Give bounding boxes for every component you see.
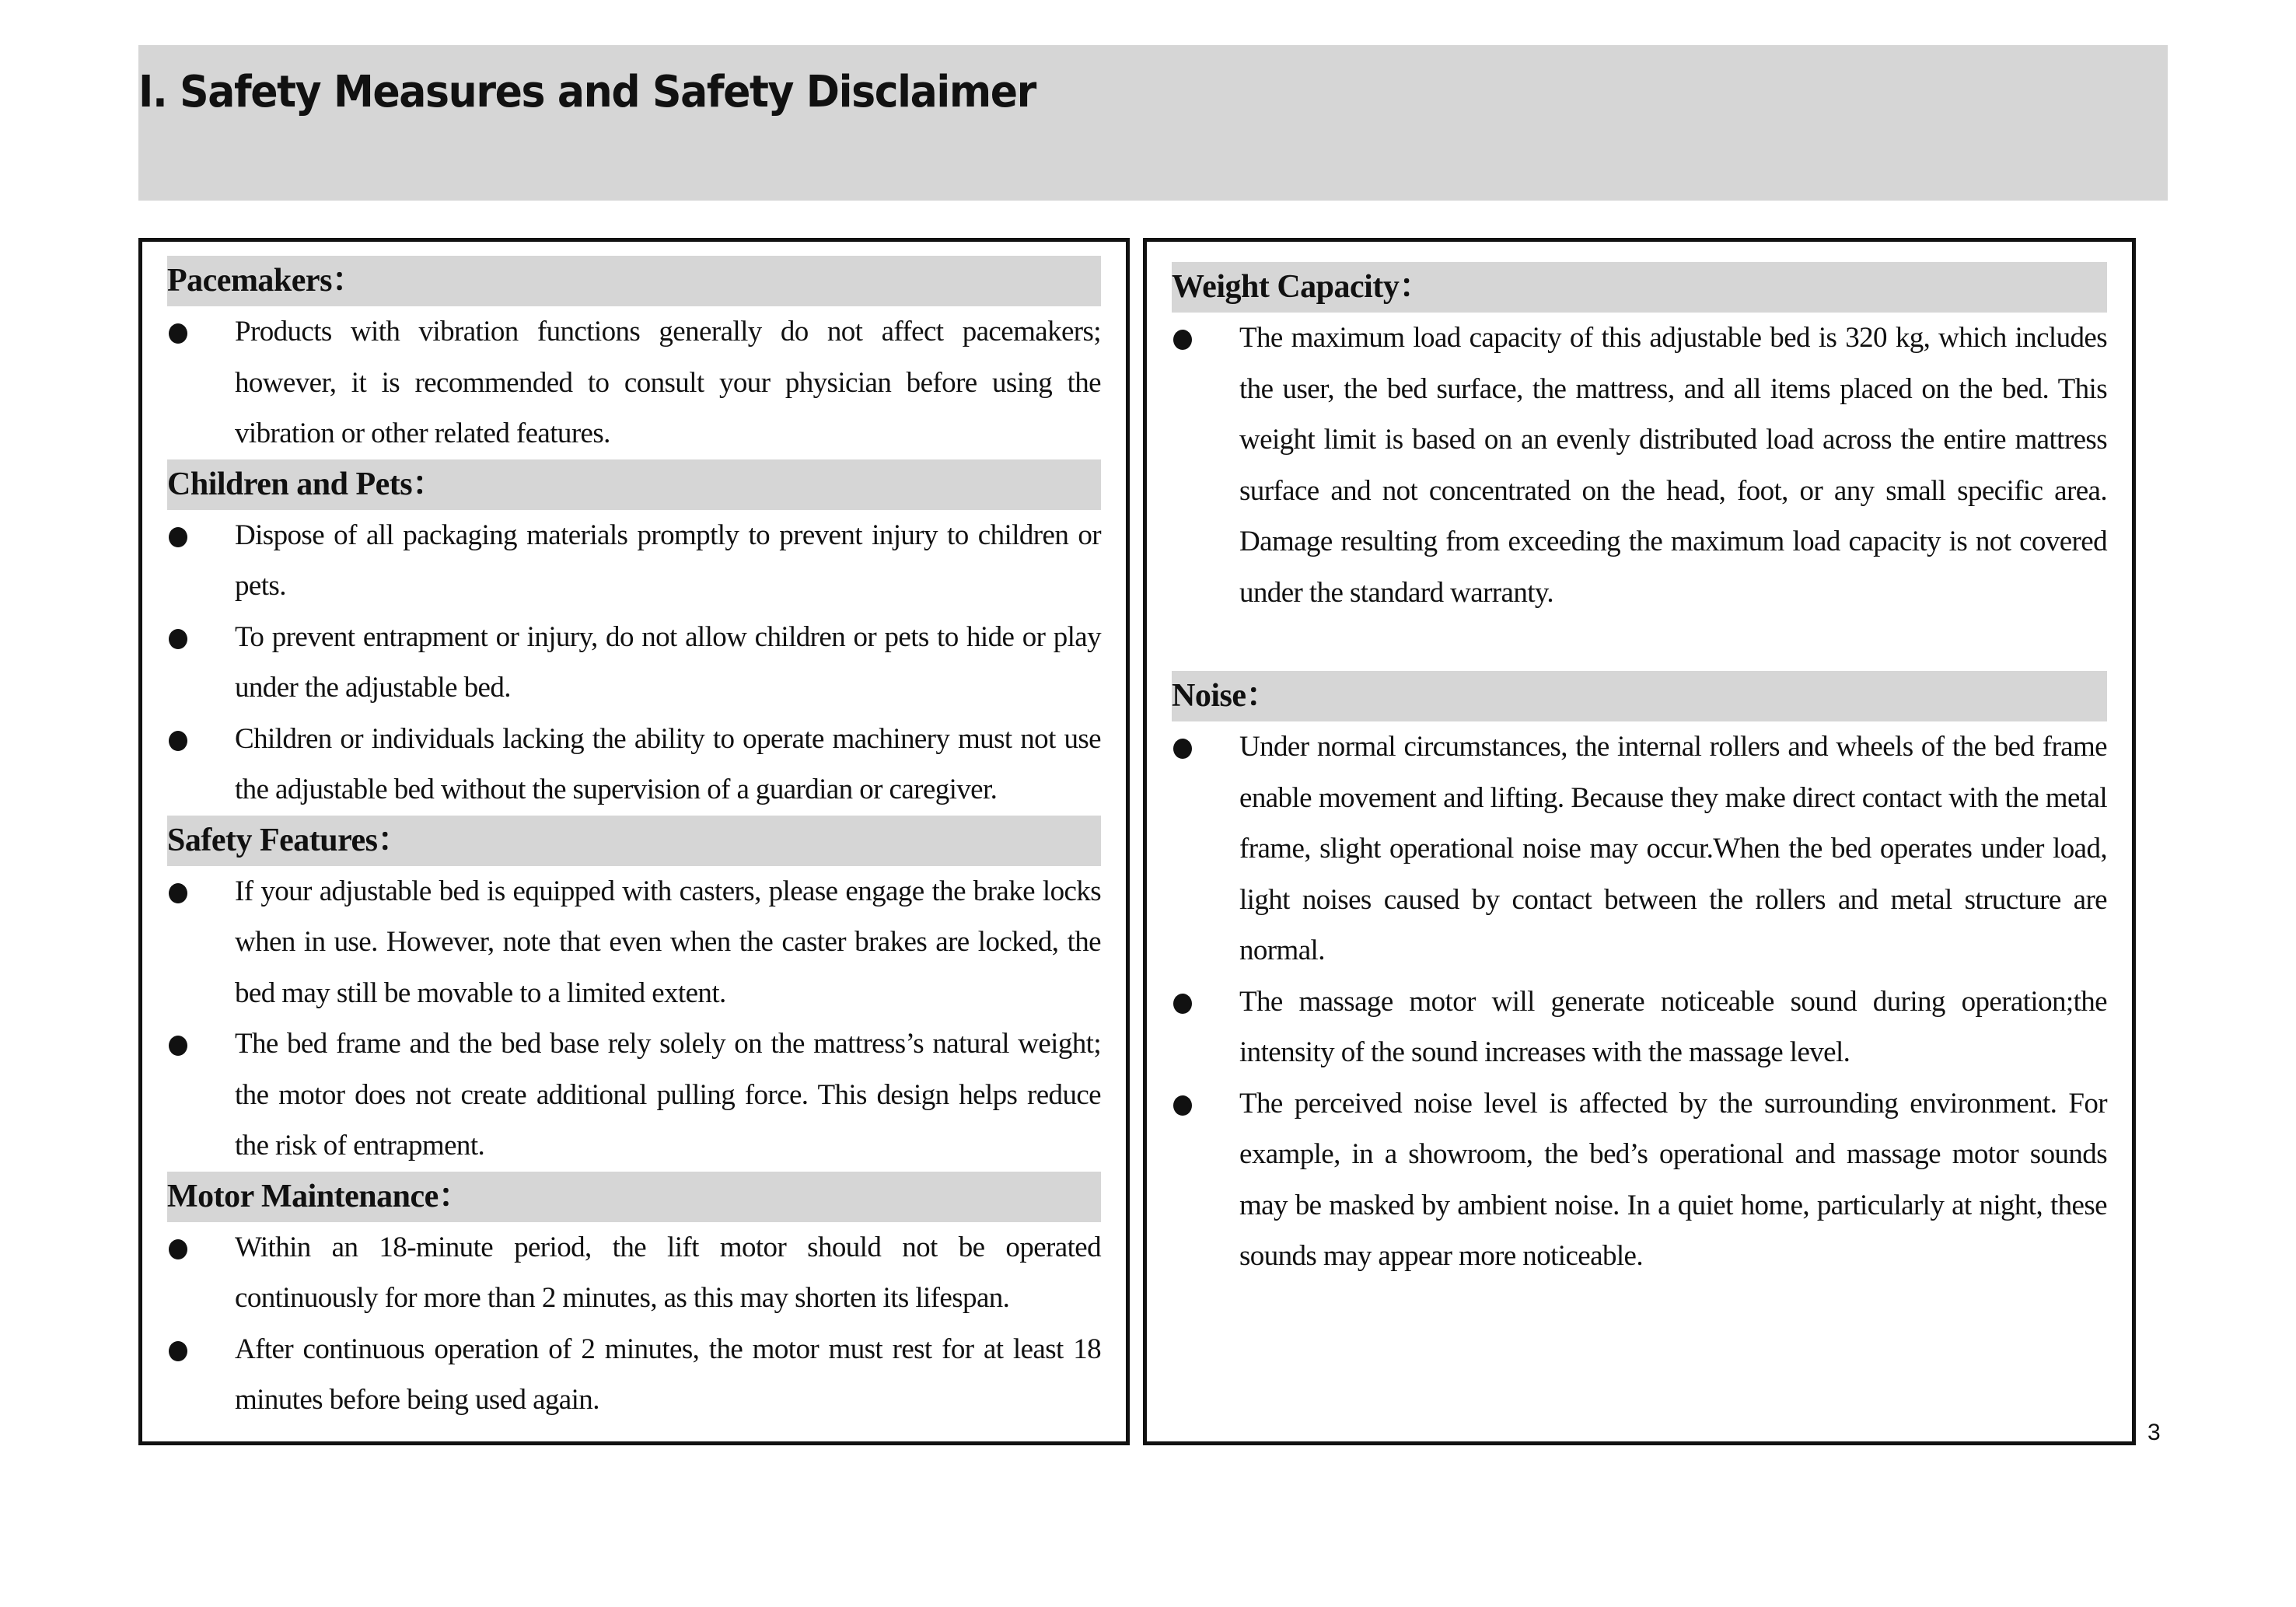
bullet-text: The perceived noise level is affected by the surrounding environment. For example, in a showroom, the bed’s operational and massage motor sounds may be masked by ambient noise. In a quiet home, particularly at night, these sounds may appear more noticeable.	[1239, 1087, 2107, 1272]
list-item	[167, 866, 1101, 1019]
list-item	[1172, 976, 2107, 1078]
spacer	[1172, 618, 2107, 671]
page-number: 3	[2147, 1420, 2161, 1445]
section-heading: Pacemakers：	[167, 256, 1101, 306]
list-item	[167, 1222, 1101, 1324]
section-heading: Safety Features：	[167, 816, 1101, 866]
bullet-icon	[1173, 1095, 1192, 1116]
bullet-icon	[1173, 994, 1192, 1014]
right-panel	[1143, 238, 2136, 1445]
section-children-and-pets	[167, 459, 1101, 816]
list-item	[167, 1018, 1101, 1172]
bullet-icon	[169, 1239, 187, 1259]
bullet-icon	[169, 323, 187, 344]
title-band	[138, 45, 2168, 201]
list-item	[167, 612, 1101, 714]
bullet-text: Children or individuals lacking the ability to operate machinery must not use the adjustable bed without the supervision of a guardian or caregiver.	[235, 722, 1101, 805]
section-pacemakers	[167, 256, 1101, 459]
bullet-text: Products with vibration functions generally do not affect pacemakers; however, it is recommended to consult your physician before using the vibration or other related features.	[235, 316, 1101, 449]
bullet-text: Within an 18-minute period, the lift motor should not be operated continuously for more than 2 minutes, as this may shorten its lifespan.	[235, 1231, 1101, 1314]
list-item	[167, 1324, 1101, 1426]
section-heading: Children and Pets：	[167, 459, 1101, 510]
list-item	[167, 306, 1101, 459]
section-heading: Noise：	[1172, 671, 2107, 721]
section-heading: Motor Maintenance：	[167, 1172, 1101, 1222]
page-title: I. Safety Measures and Safety Disclaimer	[138, 67, 1036, 117]
left-panel-content	[167, 256, 1101, 1426]
bullet-icon	[169, 1341, 187, 1361]
section-weight-capacity	[1172, 262, 2107, 618]
section-safety-features	[167, 816, 1101, 1172]
section-motor-maintenance	[167, 1172, 1101, 1426]
list-item	[1172, 721, 2107, 976]
left-panel	[138, 238, 1130, 1445]
bullet-text: The bed frame and the bed base rely solely on the mattress’s natural weight; the motor does not create additional pulling force. This design helps reduce the risk of entrapment.	[235, 1028, 1101, 1162]
bullet-icon	[1173, 330, 1192, 350]
bullet-text: If your adjustable bed is equipped with casters, please engage the brake locks when in use. However, note that even when the caster brakes are locked, the bed may still be movable to a limited extent.	[235, 875, 1101, 1009]
section-noise	[1172, 671, 2107, 1282]
bullet-icon	[169, 1036, 187, 1056]
bullet-text: The massage motor will generate noticeable sound during operation;the intensity of the sound increases with the massage level.	[1239, 985, 2107, 1068]
list-item	[1172, 313, 2107, 618]
bullet-icon	[169, 629, 187, 649]
bullet-text: To prevent entrapment or injury, do not allow children or pets to hide or play under the adjustable bed.	[235, 620, 1101, 704]
bullet-icon	[169, 527, 187, 547]
bullet-text: The maximum load capacity of this adjustable bed is 320 kg, which includes the user, the bed surface, the mattress, and all items placed on the bed. This weight limit is based on an evenly distributed load across the entire mattress surface and not concentrated on the head, foot, or any small specific area. Damage resulting from exceeding the maximum load capacity is not covered under the standard warranty.	[1239, 322, 2107, 609]
bullet-text: Dispose of all packaging materials promptly to prevent injury to children or pets.	[235, 519, 1101, 602]
list-item	[1172, 1078, 2107, 1282]
section-heading: Weight Capacity：	[1172, 262, 2107, 313]
right-panel-content	[1172, 262, 2107, 1282]
bullet-icon	[169, 883, 187, 903]
bullet-icon	[169, 731, 187, 751]
list-item	[167, 714, 1101, 816]
bullet-icon	[1173, 739, 1192, 759]
bullet-text: After continuous operation of 2 minutes, the motor must rest for at least 18 minutes before being used again.	[235, 1333, 1101, 1416]
list-item	[167, 510, 1101, 612]
bullet-text: Under normal circumstances, the internal rollers and wheels of the bed frame enable movement and lifting. Because they make direct contact with the metal frame, slight operational noise may occur.When the bed operates under load, light noises caused by contact between the rollers and metal structure are normal.	[1239, 731, 2107, 966]
